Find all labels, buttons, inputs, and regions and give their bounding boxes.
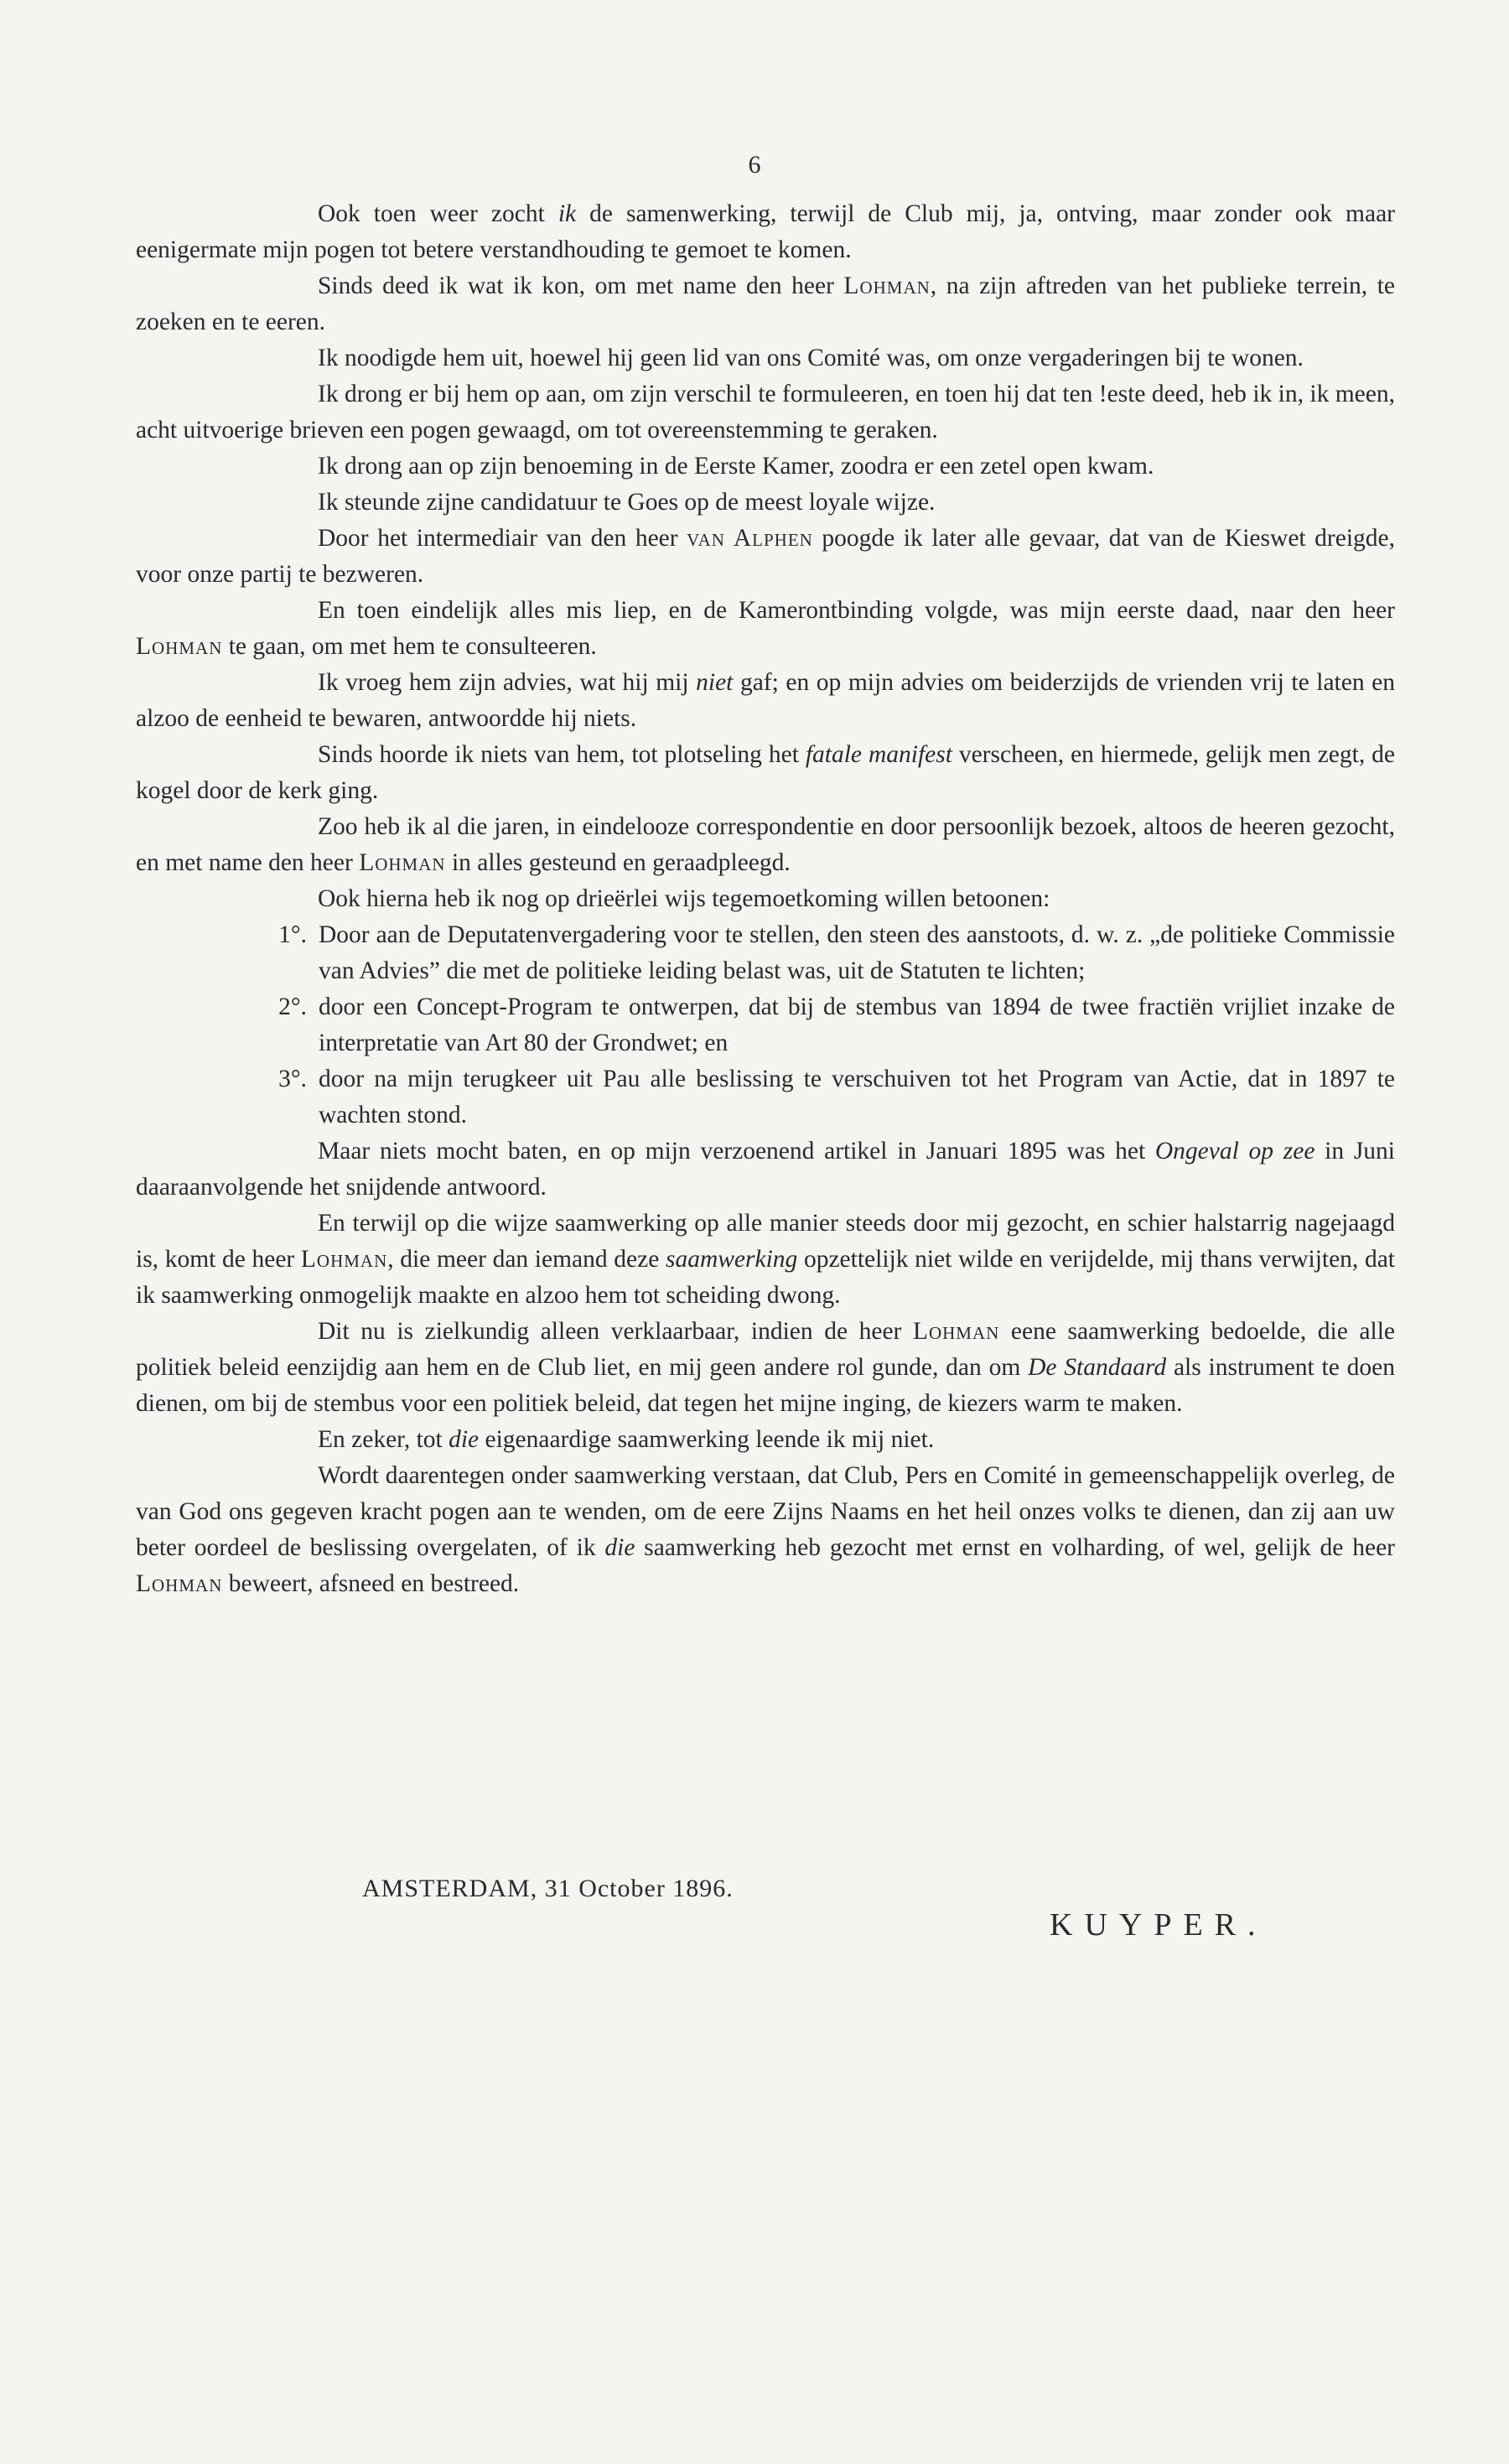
paragraph xyxy=(136,449,1395,485)
item-text xyxy=(319,917,1395,989)
text-run: door een Concept-Program te ontwerpen, dat bij de stembus van 1894 de twee fractiën vrijliet inzake de interpretatie van Art 80 der Grondwet; en xyxy=(319,993,1395,1056)
italic-phrase: die xyxy=(449,1426,480,1453)
text-run: Ik drong er bij hem op aan, om zijn verschil te formuleeren, en toen hij dat ten !este deed, heb ik in, ik meen, acht uitvoerige brieven een pogen gewaagd, om tot overeenstemming te geraken. xyxy=(136,381,1395,444)
name-small-caps: Lohman xyxy=(136,633,223,660)
paragraph xyxy=(136,196,1395,268)
name-small-caps: Lohman xyxy=(136,1570,223,1597)
italic-phrase: ik xyxy=(557,200,577,227)
enumerated-item xyxy=(136,1061,1395,1133)
text-run: Ik vroeg hem zijn advies, wat hij mij xyxy=(318,669,697,696)
letter-body xyxy=(136,196,1395,1602)
paragraph xyxy=(136,1206,1395,1314)
text-run: , die meer dan iemand deze xyxy=(387,1246,666,1273)
paragraph xyxy=(136,665,1395,737)
text-run: Dit nu is zielkundig alleen verklaarbaar, indien de heer xyxy=(318,1318,913,1345)
item-text xyxy=(319,989,1395,1061)
text-run: En toen eindelijk alles mis liep, en de Kamerontbinding volgde, was mijn eerste daad, naar den heer xyxy=(318,597,1395,624)
paragraph xyxy=(136,737,1395,809)
enumerated-item xyxy=(136,989,1395,1061)
text-run: in alles gesteund en geraadpleegd. xyxy=(445,849,791,876)
italic-phrase: saamwerking xyxy=(665,1246,798,1273)
text-run: door na mijn terugkeer uit Pau alle beslissing te verschuiven tot het Program van Actie, dat in 1897 te wachten stond. xyxy=(319,1066,1395,1128)
text-run: als instrument te doen dienen, om bij de stembus voor een politiek beleid, dat tegen het mijne inging, de kiezers warm te maken. xyxy=(136,1354,1395,1417)
text-run: Door het intermediair van den heer xyxy=(318,525,687,552)
text-run: , na zijn aftreden van het publieke terrein, te zoeken en te eeren. xyxy=(136,272,1395,335)
name-small-caps: Lohman xyxy=(843,272,931,299)
paragraph xyxy=(136,881,1395,917)
paragraph xyxy=(136,1422,1395,1458)
paragraph xyxy=(136,1314,1395,1422)
text-run: Maar niets mocht baten, en op mijn verzoenend artikel in Januari 1895 was het xyxy=(318,1138,1155,1165)
name-small-caps: Lohman xyxy=(300,1246,388,1273)
italic-phrase: De Standaard xyxy=(1028,1354,1167,1381)
italic-phrase: fatale manifest xyxy=(805,741,952,768)
paragraph xyxy=(136,1458,1395,1602)
text-run: in Juni daaraanvolgende het snijdende antwoord. xyxy=(136,1138,1396,1201)
italic-phrase: niet xyxy=(696,669,734,696)
item-number: 1°. xyxy=(278,921,307,948)
text-run: Door aan de Deputatenvergadering voor te stellen, den steen des aanstoots, d. w. z. „de politieke Commissie van Advies” die met de politieke leiding belast was, uit de Statuten te lichten; xyxy=(319,921,1395,984)
paragraph xyxy=(136,593,1395,665)
name-small-caps: van Alphen xyxy=(687,525,813,552)
text-run: Zoo heb ik al die jaren, in eindelooze correspondentie en door persoonlijk bezoek, altoos de heeren gezocht, en met name den heer xyxy=(136,813,1395,876)
text-run: eigenaardige saamwerking leende ik mij niet. xyxy=(479,1426,935,1453)
paragraph xyxy=(136,809,1395,881)
paragraph xyxy=(136,485,1395,521)
page-number: 6 xyxy=(748,151,761,179)
text-run: eene saamwerking bedoelde, die alle politiek beleid eenzijdig aan hem en de Club liet, en mij geen andere rol gunde, dan om xyxy=(136,1318,1395,1381)
text-run: Sinds deed ik wat ik kon, om met name den heer xyxy=(318,272,844,299)
text-run: gaf; en op mijn advies om beiderzijds de vrienden vrij te laten en alzoo de eenheid te bewaren, antwoordde hij niets. xyxy=(136,669,1396,732)
signature: KUYPER. xyxy=(1050,1907,1268,1943)
item-number: 2°. xyxy=(278,993,307,1020)
italic-phrase: Ongeval op zee xyxy=(1154,1138,1315,1165)
enumerated-item xyxy=(136,917,1395,989)
name-small-caps: Lohman xyxy=(359,849,446,876)
paragraph xyxy=(136,268,1395,340)
text-run: verscheen, en hiermede, gelijk men zegt, de kogel door de kerk ging. xyxy=(136,741,1395,804)
text-run: Ik steunde zijne candidatuur te Goes op de meest loyale wijze. xyxy=(318,489,936,516)
text-run: Ik drong aan op zijn benoeming in de Eerste Kamer, zoodra er een zetel open kwam. xyxy=(318,453,1154,480)
paragraph xyxy=(136,521,1395,593)
text-run: opzettelijk niet wilde en verijdelde, mij thans verwijten, dat ik saamwerking onmogelijk maakte en alzoo hem tot scheiding dwong. xyxy=(136,1246,1395,1309)
text-run: te gaan, om met hem te consulteeren. xyxy=(222,633,597,660)
place-and-date: AMSTERDAM, 31 October 1896. xyxy=(362,1875,734,1902)
text-run: poogde ik later alle gevaar, dat van de Kieswet dreigde, voor onze partij te bezweren. xyxy=(136,525,1395,588)
paragraph xyxy=(136,376,1395,449)
name-small-caps: Lohman xyxy=(912,1318,1000,1345)
text-run: Ook toen weer zocht xyxy=(318,200,558,227)
text-run: En zeker, tot xyxy=(318,1426,449,1453)
paragraph xyxy=(136,1133,1395,1206)
text-run: beweert, afsneed en bestreed. xyxy=(222,1570,520,1597)
item-text xyxy=(319,1061,1395,1133)
paragraph xyxy=(136,340,1395,376)
italic-phrase: die xyxy=(604,1534,635,1561)
text-run: Wordt daarentegen onder saamwerking verstaan, dat Club, Pers en Comité in gemeenschappelijk overleg, de van God ons gegeven kracht pogen aan te wenden, om de eere Zijns Naams en het heil onzes volks te dienen, dan zij aan uw beter oordeel de beslissing overgelaten, of ik xyxy=(136,1462,1395,1561)
text-run: Ik noodigde hem uit, hoewel hij geen lid van ons Comité was, om onze vergaderingen bij te wonen. xyxy=(318,345,1304,371)
text-run: de samenwerking, terwijl de Club mij, ja, ontving, maar zonder ook maar eenigermate mijn pogen tot betere verstandhouding te gemoet te komen. xyxy=(136,200,1395,263)
text-run: Sinds hoorde ik niets van hem, tot plotseling het xyxy=(318,741,806,768)
text-run: Ook hierna heb ik nog op drieërlei wijs tegemoetkoming willen betoonen: xyxy=(318,885,1050,912)
item-number: 3°. xyxy=(278,1066,307,1092)
text-run: En terwijl op die wijze saamwerking op alle manier steeds door mij gezocht, en schier halstarrig nagejaagd is, komt de heer xyxy=(136,1210,1395,1273)
text-run: saamwerking heb gezocht met ernst en volharding, of wel, gelijk de heer xyxy=(635,1534,1395,1561)
